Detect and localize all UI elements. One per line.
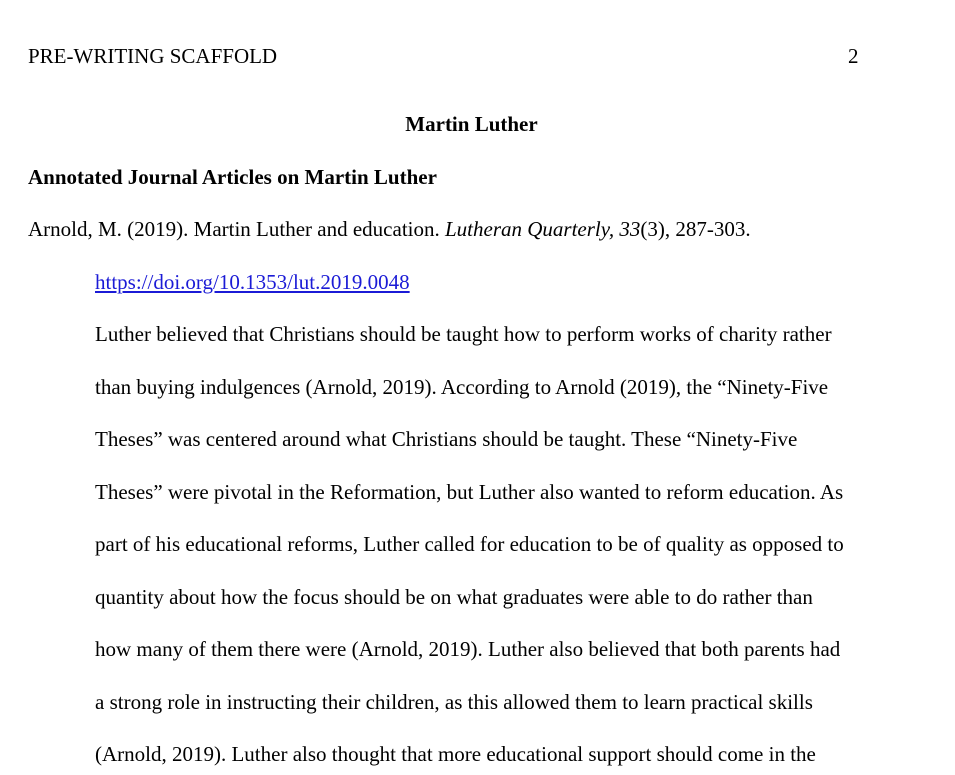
annotation-line: Luther believed that Christians should be taught how to perform works of charity rather [95, 322, 832, 346]
reference-entry [28, 217, 751, 242]
page-title: Martin Luther [405, 112, 538, 136]
annotation-line: how many of them there were (Arnold, 2019). Luther also believed that both parents had [95, 637, 841, 661]
annotation-line: quantity about how the focus should be on what graduates were able to do rather than [95, 585, 813, 609]
annotation-line: part of his educational reforms, Luther called for education to be of quality as opposed to [95, 532, 844, 556]
doi-link[interactable]: https://doi.org/10.1353/lut.2019.0048 [95, 270, 410, 294]
annotation-line: (Arnold, 2019). Luther also thought that more educational support should come in the [95, 742, 816, 766]
annotation-line: than buying indulgences (Arnold, 2019). According to Arnold (2019), the “Ninety-Five [95, 375, 829, 399]
reference-authors-title: Arnold, M. (2019). Martin Luther and education. [28, 217, 445, 241]
reference-issue-pages: (3), 287-303. [640, 217, 751, 241]
page-number: 2 [848, 44, 859, 68]
annotation-line: Theses” were pivotal in the Reformation, but Luther also wanted to reform education. As [95, 480, 844, 504]
reference-volume: 33 [619, 217, 641, 241]
doi-line [95, 270, 410, 295]
running-head: PRE-WRITING SCAFFOLD [28, 44, 278, 68]
annotation-line: Theses” was centered around what Christians should be taught. These “Ninety-Five [95, 427, 798, 451]
reference-journal: Lutheran Quarterly, [445, 217, 620, 241]
section-heading: Annotated Journal Articles on Martin Luther [28, 165, 437, 189]
annotation-line: a strong role in instructing their children, as this allowed them to learn practical skills [95, 690, 813, 714]
